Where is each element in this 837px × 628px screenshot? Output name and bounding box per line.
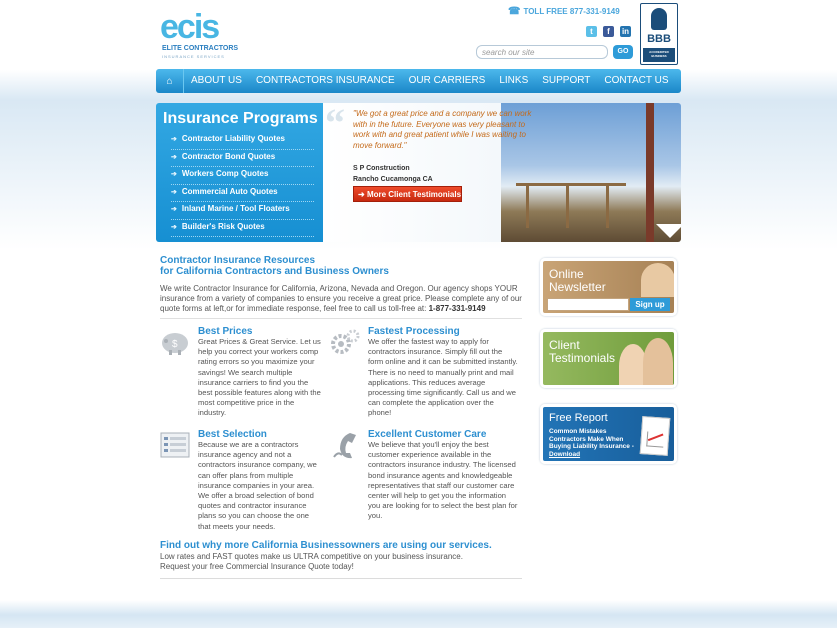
arrow-right-icon: ➜ [358,190,367,199]
piggy-bank-icon [160,328,190,356]
toll-free-text: TOLL FREE 877-331-9149 [523,7,620,16]
why-us-line-2: Request your free Commercial Insurance Quote today! [160,562,354,571]
testimonials-label: Client Testimonials [549,338,616,365]
feature-title: Best Prices [198,326,253,337]
program-label: Workers Comp Quotes [181,169,269,178]
program-contractor-bond[interactable] [171,150,314,168]
frame-image [516,183,626,233]
why-us-heading: Find out why more California Businessowners are using our services. [160,540,492,551]
program-workers-comp[interactable] [171,167,314,185]
intro-body: We write Contractor Insurance for California, Arizona, Nevada and Oregon. Our agency shops YOUR insurance from a variety of companies to ensure you receive a great price. Please complete any of our quote forms at left,or for immediate response, feel free to call us toll-free at: [160,284,522,313]
toll-free-number [508,6,620,17]
crane-image [646,103,654,242]
program-inland-marine[interactable] [171,202,314,220]
feature-customer-care [330,429,522,522]
nav-support[interactable]: SUPPORT [542,75,591,86]
arrow-right-icon: ➔ [171,171,177,178]
download-link[interactable]: Download [549,450,581,458]
bbb-badge[interactable] [640,3,678,65]
telephone-icon [330,431,360,459]
programs-title: Insurance Programs [163,110,318,127]
intro-text [160,284,522,314]
svg-text:$: $ [172,339,178,350]
feature-title: Excellent Customer Care [368,429,487,440]
program-label: Builder's Risk Quotes [181,221,265,231]
arrow-right-icon: ➔ [171,206,177,213]
checklist-icon [160,431,190,459]
person-photo [641,263,675,297]
nav-links[interactable]: LINKS [499,75,529,86]
page [156,0,681,628]
report-document-icon [640,416,671,456]
logo[interactable] [160,9,240,61]
report-title: Free Report [549,412,608,424]
feature-title: Fastest Processing [368,326,460,337]
twitter-icon[interactable]: t [586,26,597,37]
quote-text: "We got a great price and a company we can work with in the future. Everyone was very pleasant to work with and great patient while I was waiting to move forward." [353,109,532,150]
report-text [549,428,639,458]
client-testimonials-box[interactable] [540,329,677,388]
gears-icon [330,328,360,356]
why-us-line-1: Low rates and FAST quotes make us ULTRA competitive on your business insurance. [160,552,463,561]
program-builders-risk[interactable] [171,220,314,238]
phone-icon: ☎ [508,6,521,17]
program-label: Contractor Liability Quotes [181,134,285,143]
feature-body: We offer the fastest way to apply for contractors insurance. Simply fill out the form online and it can be submitted instantly. There is no need to manually print and mail applications. This reduces average processing time significantly. Call us and we can complete the application over the phone! [368,337,518,418]
feature-body: Great Prices & Great Service. Let us help you correct your workers comp rating errors so you maximize your savings! We search multiple insurance carriers to find you the best possible features along with the most competitive price in the industry. [198,337,321,418]
bbb-torch-icon [651,8,667,30]
feature-body: We believe that you'll enjoy the best customer experience available in the contractors insurance industry. The licensed bond insurance agents and knowledgeable representatives that staff our customer care center will help to get you the information you are looking for to select the best plan for you. [368,440,518,521]
home-icon: ⌂ [166,75,173,87]
divider [160,318,522,319]
arrow-right-icon: ➔ [171,153,177,161]
feature-fastest-processing [330,326,522,419]
why-us-text [160,552,463,572]
down-arrow-icon [656,224,681,238]
resources-heading-1: Contractor Insurance Resources [160,255,316,266]
social-links [586,26,631,37]
free-report-box[interactable] [540,404,677,464]
nav-home[interactable] [156,69,184,93]
newsletter-email-field[interactable] [547,298,629,311]
quote-location: Rancho Cucamonga CA [353,176,433,183]
main-nav [156,69,681,93]
nav-contact-us[interactable]: CONTACT US [604,75,669,86]
person-photo [643,338,673,388]
feature-best-prices [160,326,322,419]
program-label: Inland Marine / Tool Floaters [181,204,290,213]
quote-company: S P Construction [353,165,410,172]
linkedin-icon[interactable]: in [621,27,630,36]
facebook-icon[interactable]: f [603,26,614,37]
arrow-right-icon: ➔ [171,188,177,196]
newsletter-box[interactable] [540,258,677,316]
hero-banner [156,103,681,242]
logo-sub: INSURANCE SERVICES [162,54,225,59]
newsletter-label: Online Newsletter [549,267,606,294]
nav-contractors-insurance[interactable]: CONTRACTORS INSURANCE [255,75,395,86]
main-content [160,255,522,571]
bbb-label: BBB [647,33,671,45]
signup-button[interactable]: Sign up [630,298,670,311]
more-testimonials-label: More Client Testimonials [366,190,462,199]
program-label: Commercial Auto Quotes [181,186,278,196]
feature-best-selection [160,429,322,532]
nav-our-carriers[interactable]: OUR CARRIERS [408,75,486,86]
logo-mark: ecis [160,8,219,46]
resources-heading-2: for California Contractors and Business Owners [160,266,389,277]
arrow-right-icon: ➔ [171,136,177,143]
program-commercial-auto[interactable] [171,185,314,203]
bbb-accredited: ACCREDITED BUSINESS [643,48,675,62]
insurance-programs [156,103,323,242]
quote-author [353,163,433,185]
quote-mark-icon: “ [325,103,345,145]
logo-name: ELITE CONTRACTORS [162,45,239,52]
search-go-button[interactable]: GO [613,45,633,59]
feature-title: Best Selection [198,429,267,440]
divider [160,578,522,579]
more-testimonials-button[interactable] [353,186,462,202]
intro-phone: 1-877-331-9149 [428,304,486,313]
feature-body: Because we are a contractors insurance agency and not a contractors insurance company, we can offer plans from multiple insurance companies in your area. We offer a broad selection of bond quotes and contractor insurance plans so you can choose the one that meets your needs. [198,440,317,531]
report-description: Common Mistakes Contractors Make When Buying Liability Insurance - [549,428,634,450]
nav-about-us[interactable]: ABOUT US [191,75,242,86]
program-contractor-liability[interactable] [171,132,314,150]
arrow-right-icon: ➔ [171,223,177,231]
search-input[interactable]: search our site [476,45,608,59]
program-label: Contractor Bond Quotes [181,151,276,161]
